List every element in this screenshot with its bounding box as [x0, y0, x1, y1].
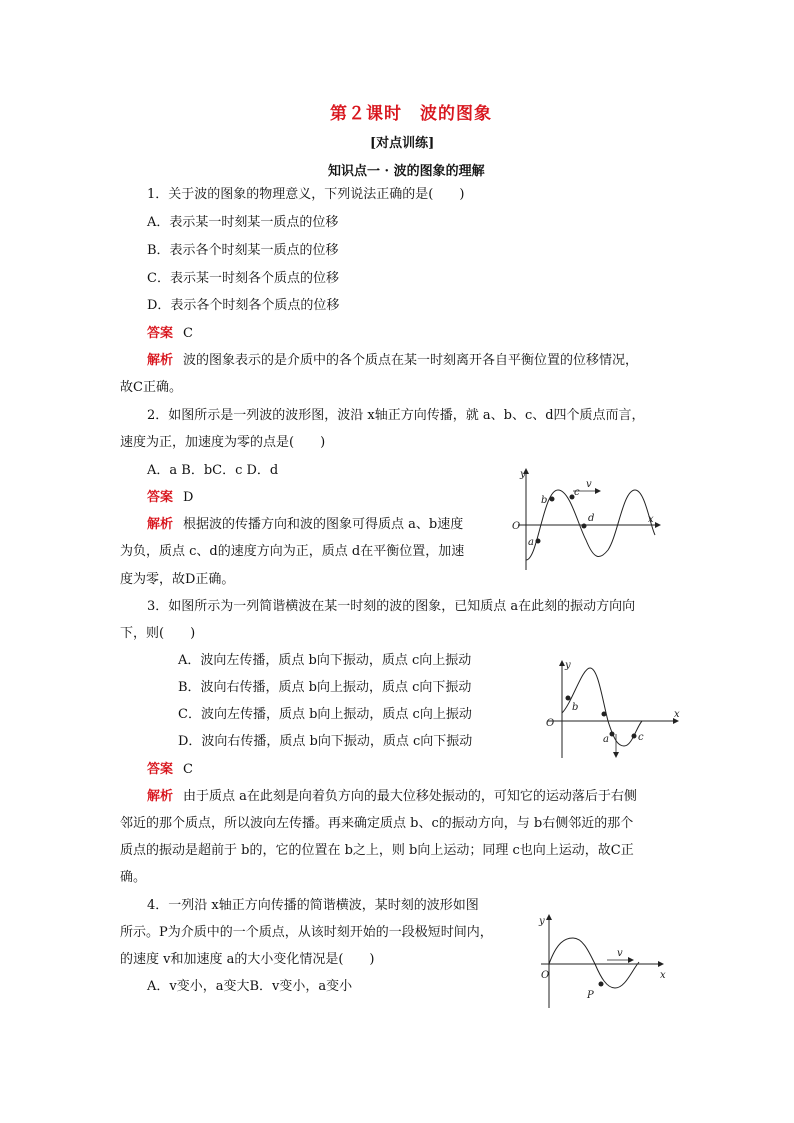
svg-text:O: O — [512, 521, 521, 532]
svg-text:O: O — [546, 718, 555, 729]
svg-text:v: v — [586, 479, 592, 490]
answer-label: 答案 — [147, 326, 174, 341]
point-a — [536, 539, 541, 544]
q3-answer — [147, 761, 193, 778]
point-b — [566, 696, 571, 701]
svg-text:P: P — [587, 990, 594, 1001]
q1-option-b: B．表示各个时刻某一质点的位移 — [147, 243, 339, 258]
svg-text:a: a — [528, 537, 534, 548]
q1-answer — [147, 325, 193, 342]
svg-text:x: x — [648, 514, 654, 525]
q3-analysis-line-3: 质点的振动是超前于 b的，它的位置在 b之上，则 b向上运动；同理 c也向上运动，故C正 — [120, 843, 634, 858]
q3-option-b: B．波向右传播，质点 b向上振动，质点 c向下振动 — [178, 680, 472, 695]
point-a — [610, 732, 615, 737]
svg-text:x: x — [674, 709, 680, 720]
svg-text:c: c — [574, 487, 580, 498]
point-d — [582, 524, 587, 529]
q3-wave-figure — [538, 658, 684, 760]
point-c — [632, 734, 637, 739]
q2-analysis-line-3: 度为零，故D正确。 — [120, 572, 235, 587]
wave-curve — [549, 938, 639, 988]
q4-stem-line-2: 所示。P为介质中的一个质点，从该时刻开始的一段极短时间内， — [120, 925, 493, 940]
svg-text:y: y — [539, 916, 545, 927]
section-label: [对点训练] — [370, 136, 435, 151]
q1-analysis-line-2: 故C正确。 — [120, 380, 182, 395]
q4-stem-line-1: 4．一列沿 x轴正方向传播的简谐横波，某时刻的波形如图 — [147, 898, 479, 913]
q1-option-c: C．表示某一时刻各个质点的位移 — [147, 271, 339, 286]
q4-stem-line-3: 的速度 v和加速度 a的大小变化情况是( ) — [120, 952, 375, 967]
analysis-label: 解析 — [147, 353, 174, 368]
q1-option-d: D．表示各个时刻各个质点的位移 — [147, 298, 340, 313]
q3-stem-line-2: 下，则( ) — [120, 626, 196, 641]
q4-wave-figure — [535, 912, 675, 1012]
q2-analysis-line-2: 为负，质点 c、d的速度方向为正，质点 d在平衡位置，加速 — [120, 544, 465, 559]
q1-analysis-line-1: 解析 波的图象表示的是介质中的各个质点在某一时刻离开各自平衡位置的位移情况， — [147, 353, 639, 368]
point-b — [550, 497, 555, 502]
q3-stem-line-1: 3．如图所示为一列简谐横波在某一时刻的波的图象，已知质点 a在此刻的振动方向向 — [147, 599, 636, 614]
q3-analysis-line-2: 邻近的那个质点，所以波向左传播。再来确定质点 b、c的振动方向，与 b右侧邻近的那个 — [120, 816, 634, 831]
point-a-start — [602, 712, 607, 717]
q2-stem-line-2: 速度为正，加速度为零的点是( ) — [120, 435, 326, 450]
point-p — [599, 982, 604, 987]
svg-text:b: b — [541, 495, 548, 506]
svg-text:c: c — [638, 732, 644, 743]
svg-text:y: y — [565, 660, 571, 671]
q2-stem-line-1: 2．如图所示是一列波的波形图，波沿 x轴正方向传播，就 a、b、c、d四个质点而言， — [147, 408, 645, 423]
answer-label: 答案 — [147, 762, 174, 777]
answer-label: 答案 — [147, 490, 174, 505]
q3-option-c: C．波向左传播，质点 b向上振动，质点 c向上振动 — [178, 707, 472, 722]
q3-option-d: D．波向右传播，质点 b向下振动，质点 c向下振动 — [178, 734, 473, 749]
svg-text:O: O — [541, 970, 550, 981]
page-title: 第２课时 波的图象 — [330, 104, 492, 124]
q2-options: A．a B．bC．c D．d — [147, 463, 279, 478]
svg-text:d: d — [588, 513, 595, 524]
q2-analysis-line-1: 解析 根据波的传播方向和波的图象可得质点 a、b速度 — [147, 517, 464, 532]
svg-text:a: a — [603, 734, 609, 745]
svg-text:y: y — [520, 469, 526, 480]
q1-stem: 1．关于波的图象的物理意义，下列说法正确的是( ) — [147, 187, 465, 202]
analysis-label: 解析 — [147, 517, 174, 532]
q2-wave-figure — [508, 465, 668, 575]
analysis-label: 解析 — [147, 789, 174, 804]
answer-value: C — [183, 762, 193, 777]
q3-option-a: A．波向左传播，质点 b向下振动，质点 c向上振动 — [178, 653, 472, 668]
answer-value: D — [183, 490, 194, 505]
svg-text:x: x — [660, 970, 666, 981]
topic-heading: 知识点一 · 波的图象的理解 — [328, 164, 485, 179]
svg-text:b: b — [572, 702, 579, 713]
q1-option-a: A．表示某一时刻某一质点的位移 — [147, 215, 339, 230]
q2-answer — [147, 489, 193, 506]
svg-text:v: v — [617, 948, 623, 959]
answer-value: C — [183, 326, 193, 341]
q3-analysis-line-4: 确。 — [120, 870, 147, 885]
q3-analysis-line-1: 解析 由于质点 a在此刻是向着负方向的最大位移处振动的，可知它的运动落后于右侧 — [147, 789, 637, 804]
q4-options: A．v变小，a变大B．v变小，a变小 — [147, 979, 353, 994]
